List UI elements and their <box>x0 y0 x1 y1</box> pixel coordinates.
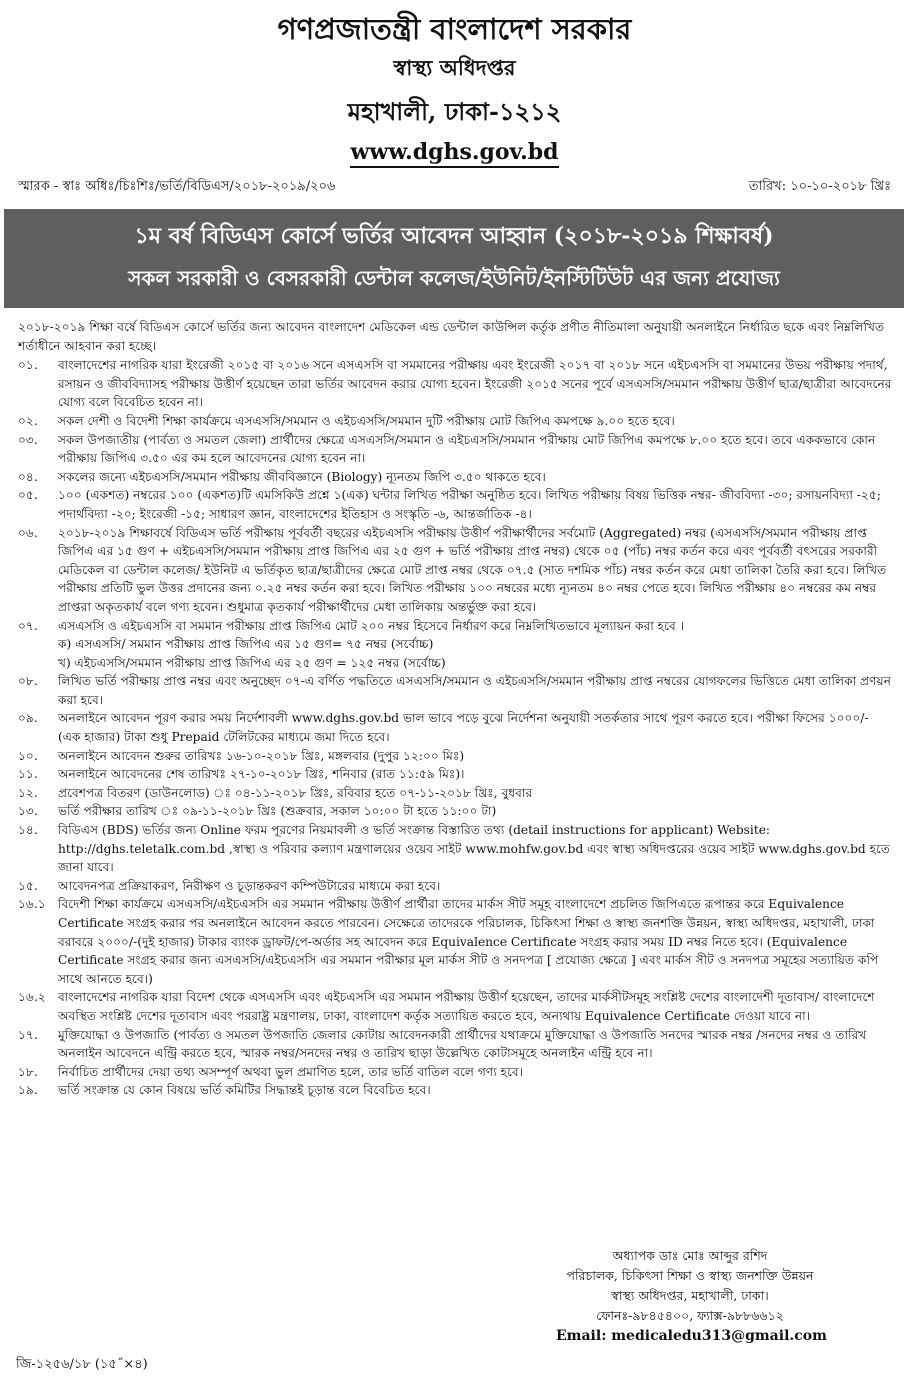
notice-body <box>14 318 894 1100</box>
memo-reference: স্মারক - স্বাঃ অধিঃ/চিঃশিঃ/ভর্তি/বিডিএস/২০১৮-২০১৯/২০৬ <box>18 179 336 194</box>
item-number: ০৪. <box>18 469 38 484</box>
list-item <box>14 895 894 988</box>
item-text: বিদেশী শিক্ষা কার্যক্রমে এসএসসি/এইচএসসি এর সমমান পরীক্ষায় উত্তীর্ণ প্রার্থীরা তাদের মার্কস সীট সমূহ বাংলাদেশে প্রচলিত জিপিএতে রূপান্তর করে Equivalence Certificate সংগ্রহ করার পর অনলাইনে আবেদন করতে পারবেন। সেক্ষেত্রে তাদেরকে পরিচালক, চিকিৎসা শিক্ষা ও স্বাস্থ্য জনশক্তি উন্নয়ন, স্বাস্থ্য অধিদপ্তর, মহাখালী, ঢাকা বরাবরে ২০০০/-(দুই হাজার) টাকার ব্যাংক ড্রাফট/পে-অর্ডার সহ আবেদন করে Equivalence Certificate সংগ্রহ করার সময় ID নম্বর নিতে হবে। (Equivalence Certificate সংগ্রহ করার জন্য এসএসসি/এইচএসসি এর সমমান পরীক্ষার মূল মার্কস সীট ও সনদপত্র [ প্রযোজ্য ক্ষেত্রে ] এবং মার্কস সীট ও সনদপত্র সমূহের সত্যায়িত কপি সাথে আনতে হবে।) <box>58 897 879 986</box>
office-address: মহাখালী, ঢাকা-১২১২ <box>347 97 562 126</box>
signatory-office: স্বাস্থ্য অধিদপ্তর, মহাখালী, ঢাকা। <box>611 1288 769 1303</box>
list-item <box>14 468 894 487</box>
contact-phone: ফোনঃ-৯৮৪৫৪০০, ফ্যাক্স-৯৮৮৬৬১২ <box>596 1308 784 1323</box>
item-number: ০২. <box>18 413 38 428</box>
item-text: ভর্তি পরীক্ষার তারিখ ঃ ০৯-১১-২০১৮ খ্রিঃ (শুক্রবার, সকাল ১০:০০ টা হতে ১১:০০ টা) <box>58 804 497 819</box>
banner-title: ১ম বর্ষ বিডিএস কোর্সে ভর্তির আবেদন আহ্বান (২০১৮-২০১৯ শিক্ষাবর্ষ) <box>134 223 774 249</box>
item-number: ১১. <box>18 767 38 782</box>
list-item <box>14 431 894 468</box>
list-item <box>14 747 894 766</box>
item-text: অনলাইনে আবেদন শুরুর তারিখঃ ১৬-১০-২০১৮ খ্রিঃ, মঙ্গলবার (দুপুর ১২:০০ মিঃ) <box>58 748 465 763</box>
signatory-title: পরিচালক, চিকিৎসা শিক্ষা ও স্বাস্থ্য জনশক্তি উন্নয়ন <box>566 1268 814 1283</box>
list-item <box>14 988 894 1025</box>
list-item <box>14 672 894 709</box>
item-number: ০৯. <box>18 711 38 726</box>
item-text: সকলের জন্যে এইচএসসি/সমমান পরীক্ষায় জীববিজ্ঞানে (Biology) ন্যূনতম জিপি ৩.৫০ থাকতে হবে। <box>58 469 546 484</box>
item-text: বাংলাদেশের নাগরিক যারা বিদেশ থেকে এসএসসি এবং এইচএসসি এর সমমান পরীক্ষায় উত্তীর্ণ হয়েছেন, তাদের মার্কসীটসমূহ সংশ্লিষ্ট দেশের বাংলাদেশী দূতাবাস/ বাংলাদেশে অবস্থিত সংশ্লিষ্ট দেশের দূতাবাস এবং পররাষ্ট্র মন্ত্রণালয়, ঢাকা, বাংলাদেশ কর্তৃক সত্যায়িত করতে হবে, অন্যথায় Equivalence Certificate দেওয়া যাবে না। <box>58 990 875 1023</box>
item-text: লিখিত ভর্তি পরীক্ষায় প্রাপ্ত নম্বর এবং অনুচ্ছেদ ০৭-এ বর্ণিত পদ্ধতিতে এসএসসি/সমমান ও এইচএসসি/সমমান পরীক্ষায় প্রাপ্ত নম্বরের যোগফলের ভিত্তিতে মেধা তালিকা প্রণয়ন করা হবে। <box>58 674 891 707</box>
item-text: ভর্তি সংক্রান্ত যে কোন বিষয়ে ভর্তি কমিটির সিদ্ধান্তই চূড়ান্ত বলে বিবেচিত হবে। <box>58 1083 431 1098</box>
item-text: এসএসসি ও এইচএসসি বা সমমান পরীক্ষায় প্রাপ্ত জিপিএ মোট ২০০ নম্বর হিসেবে নির্ধারণ করে নিম্নলিখিতভাবে মূল্যায়ন করা হবে । <box>58 618 684 633</box>
item-number: ০১. <box>18 358 38 373</box>
item-number: ০৩. <box>18 432 38 447</box>
item-number: ১০. <box>18 748 38 763</box>
list-item <box>14 412 894 431</box>
list-item <box>14 486 894 523</box>
list-item <box>14 802 894 821</box>
item-text: নির্বাচিত প্রার্থীদের দেয়া তথ্য অসম্পূর্ণ অথবা ভুল প্রমাণিত হলে, তার ভর্তি বাতিল বলে গণ্য হবে। <box>58 1064 524 1079</box>
item-text: প্রবেশপত্র বিতরণ (ডাউনলোড) ঃ ০৪-১১-২০১৮ খ্রিঃ, রবিবার হতে ০৭-১১-২০১৮ খ্রিঃ, বুধবার <box>58 785 533 800</box>
item-number: ০৮. <box>18 674 38 689</box>
item-07-subpoint-a: ক) এসএসসি/ সমমান পরীক্ষায় প্রাপ্ত জিপিএ এর ১৫ গুণ= ৭৫ নম্বর (সর্বোচ্চ) <box>58 637 434 652</box>
signatory-name: অধ্যাপক ডাঃ মোঃ আব্দুর রশিদ <box>612 1248 768 1263</box>
item-number: ১৪. <box>18 823 38 838</box>
item-number: ১৮. <box>18 1064 38 1079</box>
item-text: বিডিএস (BDS) ভর্তির জন্য Online ফরম পূরণের নিয়মাবলী ও ভর্তি সংক্রান্ত বিস্তারিত তথ্য (detail instructions for applicant) Website: http://dghs.teletalk.com.bd ,স্বাস্থ্য ও পরিবার কল্যাণ মন্ত্রণালয়ের ওয়েব সাইট www.mohfw.gov.bd এবং স্বাস্থ্য অধিদপ্তরের ওয়েব সাইট www.dghs.gov.bd হতে জানা যাবে। <box>58 823 891 875</box>
item-text: ১০০ (একশত) নম্বরের ১০০ (একশত)টি এমসিকিউ প্রশ্নে ১(এক) ঘন্টার লিখিত পরীক্ষা অনুষ্ঠিত হবে। লিখিত পরীক্ষায় বিষয় ভিত্তিক নম্বর- জীববিদ্যা -৩০; রসায়নবিদ্যা -২৫; পদার্থবিদ্যা -২০; ইংরেজী -১৫; সাধারণ জ্ঞান, বাংলাদেশের ইতিহাস ও সংস্কৃতি -৬, আন্তর্জাতিক -৪। <box>58 488 881 521</box>
list-item <box>14 1026 894 1063</box>
item-number: ০৫. <box>18 488 38 503</box>
item-number: ১২. <box>18 785 38 800</box>
list-item <box>14 784 894 803</box>
website-link[interactable]: www.dghs.gov.bd <box>350 139 558 168</box>
list-item <box>14 1063 894 1082</box>
item-text: অনলাইনে আবেদনের শেষ তারিখঃ ২৭-১০-২০১৮ খ্রিঃ, শনিবার (রাত ১১:৫৯ মিঃ)। <box>58 767 465 782</box>
item-number: ১৯. <box>18 1083 38 1098</box>
item-text: সকল উপজাতীয় (পার্বত্য ও সমতল জেলা) প্রার্থীদের ক্ষেত্রে এসএসসি/সমমান ও এইচএসসি/সমমান পরীক্ষায় মোট জিপিএ কমপক্ষে ৮.০০ হতে হবে। তবে এককভাবে কোন পরীক্ষায় জিপিএ ৩.৫০ এর কম হলে আবেদনের যোগ্য হবেন না। <box>58 432 876 466</box>
item-number: ১৬.১ <box>18 897 46 912</box>
item-number: ০৬. <box>18 525 38 540</box>
footer-reference: জি-১২৫৬/১৮ (১৫˝×৪) <box>16 1357 148 1372</box>
item-text: আবেদনপত্র প্রক্রিয়াকরণ, নিরীক্ষণ ও চূড়ান্তকরণ কম্পিউটারের মাধ্যমে করা হবে। <box>58 878 441 893</box>
list-item <box>14 356 894 412</box>
item-number: ০৭. <box>18 618 38 633</box>
intro-paragraph: ২০১৮-২০১৯ শিক্ষা বর্ষে বিডিএস কোর্সে ভর্তির জন্য আবেদন বাংলাদেশ মেডিকেল এন্ড ডেন্টাল কাউন্সিল কর্তৃক প্রণীত নীতিমালা অনুযায়ী অনলাইনে নির্ধারিত ছকে এবং নিম্নলিখিত শর্তাধীনে আহবান করা হচ্ছে। <box>18 320 885 353</box>
item-text: বাংলাদেশের নাগরিক যারা ইংরেজী ২০১৫ বা ২০১৬ সনে এসএসসি বা সমমানের পরীক্ষায় এবং ইংরেজী ২০১৭ বা ২০১৮ সনে এইচএসসি বা সমমানের উভয় পরীক্ষায় পদার্থ, রসায়ন ও জীববিদ্যাসহ পরীক্ষায় উত্তীর্ণ হয়েছেন তারা ভর্তির আবেদন করার যোগ্য হবেন। ইংরেজী ২০১৫ সনের পূর্বে এসএসসি/সমমান পরীক্ষায় উত্তীর্ণ ছাত্র/ছাত্রীরা আবেদনের যোগ্য বলে বিবেচিত হবেন না। <box>58 358 892 410</box>
list-item <box>14 1081 894 1100</box>
signature-block <box>520 1246 860 1346</box>
website-link-container <box>0 138 909 166</box>
list-item <box>14 709 894 746</box>
department-name: স্বাস্থ্য অধিদপ্তর <box>393 55 516 80</box>
banner-subtitle: সকল সরকারী ও বেসরকারী ডেন্টাল কলেজ/ইউনিট/ইনস্টিটিউট এর জন্য প্রযোজ্য <box>128 266 780 290</box>
list-item <box>14 524 894 617</box>
government-title: গণপ্রজাতন্ত্রী বাংলাদেশ সরকার <box>277 12 632 46</box>
item-number: ১৭. <box>18 1027 38 1042</box>
list-item <box>14 617 894 636</box>
item-07-subpoint-b: খ) এইচএসসি/সমমান পরীক্ষায় প্রাপ্ত জিপিএ এর ২৫ গুণ = ১২৫ নম্বর (সর্বোচ্চ) <box>58 655 446 670</box>
item-text: ২০১৮-২০১৯ শিক্ষাবর্ষে বিডিএস ভর্তি পরীক্ষায় পূর্ববর্তী বছরের এইচএসসি পরীক্ষায় উত্তীর্ণ পরীক্ষার্থীদের সর্বমোট (Aggregated) নম্বর (এসএসসি/সমমান পরীক্ষায় প্রাপ্ত জিপিএ এর ১৫ গুণ + এইচএসসি/সমমান পরীক্ষায় প্রাপ্ত জিপিএ এর ২৫ গুণ + ভর্তি পরীক্ষায় প্রাপ্ত নম্বর) থেকে ০৫ (পাঁচ) নম্বর কর্তন করে এবং পূর্ববর্তী বৎসরের সরকারী মেডিকেল বা ডেন্টাল কলেজ/ ইউনিট এ ভর্তিকৃত ছাত্র/ছাত্রীদের ক্ষেত্রে মোট প্রাপ্ত নম্বর থেকে ০৭.৫ (সাত দশমিক পাঁচ) নম্বর কর্তন করে মেধা তালিকা তৈরি করা হবে। লিখিত পরীক্ষায় প্রতিটি ভুল উত্তর প্রদানের জন্য ০.২৫ নম্বর কর্তন করা হবে। লিখিত পরীক্ষায় ১০০ নম্বরের মধ্যে ন্যূনতম ৪০ নম্বর পেতে হবে। লিখিত পরীক্ষায় ৪০ নম্বরের কম নম্বর প্রাপ্তরা অকৃতকার্য বলে গণ্য হবেন। শুধুমাত্র কৃতকার্য পরীক্ষার্থীদের মেধা তালিকায় অন্তর্ভুক্ত করা হবে। <box>58 525 887 614</box>
list-item <box>14 877 894 896</box>
item-number: ১৬.২ <box>18 990 46 1005</box>
contact-email[interactable]: Email: medicaledu313@gmail.com <box>556 1328 827 1344</box>
notice-banner <box>4 209 904 308</box>
item-number: ১৫. <box>18 878 38 893</box>
item-number: ১৩. <box>18 804 38 819</box>
list-item <box>14 821 894 877</box>
item-text: মুক্তিযোদ্ধা ও উপজাতি (পার্বত্য ও সমতল উপজাতি জেলার কোটায় আবেদনকারী প্রার্থীদের যথাক্রমে মুক্তিযোদ্ধা ও উপজাতি সনদের স্মারক নম্বর /সনদের নম্বর ও তারিখ অনলাইন আবেদনে এন্ট্রি করতে হবে, স্মারক নম্বর/সনদের নম্বর ও তারিখ ছাড়া উল্লেখিত কোটাসমূহে অনলাইন এন্ট্রি হবে না। <box>58 1027 867 1061</box>
item-text: অনলাইনে আবেদন পূরণ করার সময় নির্দেশাবলী www.dghs.gov.bd ভাল ভাবে পড়ে বুঝে নির্দেশনা অনুযায়ী সতর্কতার সাথে পূরণ করতে হবে। পরীক্ষা ফিসের ১০০০/- (এক হাজার) টাকা শুধু Prepaid টেলিটকের মাধ্যমে জমা দিতে হবে। <box>58 711 869 745</box>
item-text: সকল দেশী ও বিদেশী শিক্ষা কার্যক্রমে এসএসসি/সমমান ও এইচএসসি/সমমান দুটি পরীক্ষায় মোট জিপিএ কমপক্ষে ৯.০০ হতে হবে। <box>58 413 675 428</box>
memo-date: তারিখ: ১০-১০-২০১৮ খ্রিঃ <box>748 179 891 194</box>
list-item <box>14 765 894 784</box>
